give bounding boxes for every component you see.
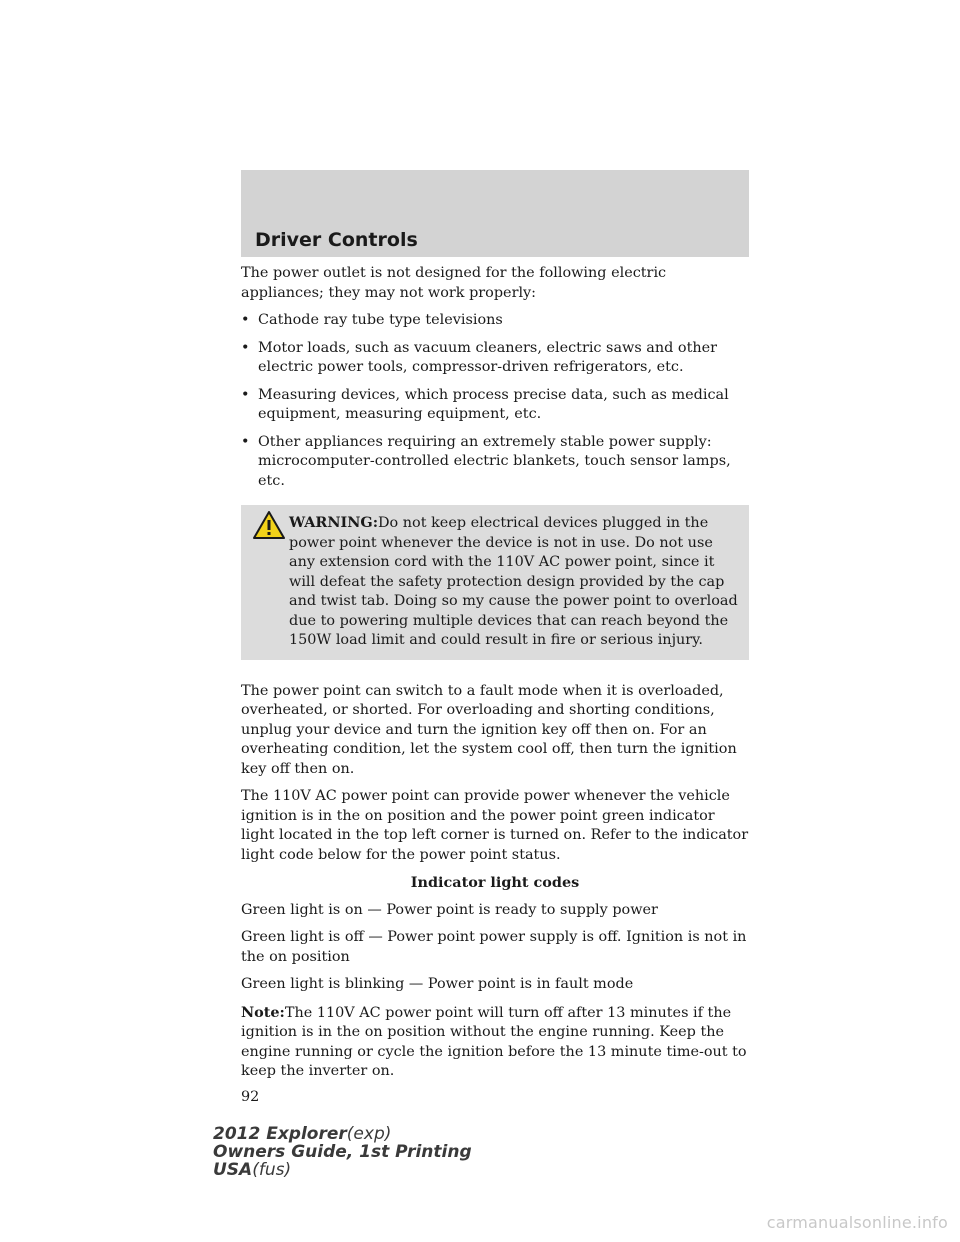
page-number: 92	[241, 1088, 260, 1105]
manual-page	[241, 170, 749, 1107]
warning-label: WARNING:	[289, 514, 379, 531]
footer-model-code: (exp)	[346, 1124, 392, 1144]
bullet-glyph: •	[241, 386, 250, 403]
footer-model: 2012 Explorer	[213, 1124, 347, 1144]
warning-body: Do not keep electrical devices plugged in the power point whenever the device is not in use. Do not use any extension cord with the 110V AC power point, since it will defeat the safety protection design provided by the cap and twist tab. Doing so my cause the power point to overload due to powering multiple devices that can reach beyond the 150W load limit and could result in fire or serious injury.	[289, 515, 738, 648]
footer-market: USA	[213, 1160, 253, 1180]
page-body	[241, 264, 749, 1107]
footer-printing: Owners Guide, 1st Printing	[213, 1142, 472, 1162]
bullet-glyph: •	[241, 433, 250, 450]
warning-triangle-icon	[252, 510, 286, 540]
note-paragraph	[241, 1003, 749, 1082]
watermark: carmanualsonline.info	[766, 1213, 948, 1232]
intro-paragraph: The power outlet is not designed for the following electric appliances; they may not work properly:	[241, 265, 667, 301]
list-item	[241, 311, 749, 331]
print-footer	[213, 1125, 472, 1179]
note-label: Note:	[241, 1003, 285, 1021]
bullet-glyph: •	[241, 312, 250, 328]
warning-box	[241, 505, 749, 660]
footer-line-1	[213, 1125, 472, 1143]
indicator-code: Green light is blinking — Power point is in fault mode	[241, 976, 634, 992]
list-item	[241, 433, 749, 492]
section-header	[241, 170, 749, 257]
list-item-text: Other appliances requiring an extremely stable power supply: microcomputer-controlled electric blankets, touch sensor lamps, etc.	[258, 433, 731, 489]
section-title: Driver Controls	[255, 229, 418, 251]
footer-line-2	[213, 1143, 472, 1161]
footer-line-3	[213, 1161, 472, 1179]
bullet-glyph: •	[241, 339, 250, 356]
indicator-code: Green light is on — Power point is ready to supply power	[241, 901, 658, 918]
list-item	[241, 386, 749, 425]
power-point-paragraph: The 110V AC power point can provide power whenever the vehicle ignition is in the on position and the power point green indicator light located in the top left corner is turned on. Refer to the indicator light code below for the power point status.	[241, 788, 749, 863]
warning-text	[249, 513, 741, 651]
list-item	[241, 339, 749, 378]
indicator-heading: Indicator light codes	[410, 874, 580, 891]
list-item-text: Measuring devices, which process precise data, such as medical equipment, measuring equipment, etc.	[258, 386, 729, 422]
footer-market-code: (fus)	[252, 1160, 292, 1180]
fault-mode-paragraph: The power point can switch to a fault mode when it is overloaded, overheated, or shorted. For overloading and shorting conditions, unplug your device and turn the ignition key off then on. For an overheating condition, let the system cool off, then turn the ignition key off then on.	[241, 682, 737, 777]
list-item-text: Cathode ray tube type televisions	[258, 312, 503, 328]
indicator-code: Green light is off — Power point power supply is off. Ignition is not in the on position	[241, 929, 747, 965]
note-text: The 110V AC power point will turn off after 13 minutes if the ignition is in the on position without the engine running. Keep the engine running or cycle the ignition before the 13 minute time-out to keep the inverter on.	[241, 1004, 747, 1079]
list-item-text: Motor loads, such as vacuum cleaners, electric saws and other electric power tools, compressor-driven refrigerators, etc.	[258, 339, 718, 375]
appliance-list	[241, 311, 749, 491]
